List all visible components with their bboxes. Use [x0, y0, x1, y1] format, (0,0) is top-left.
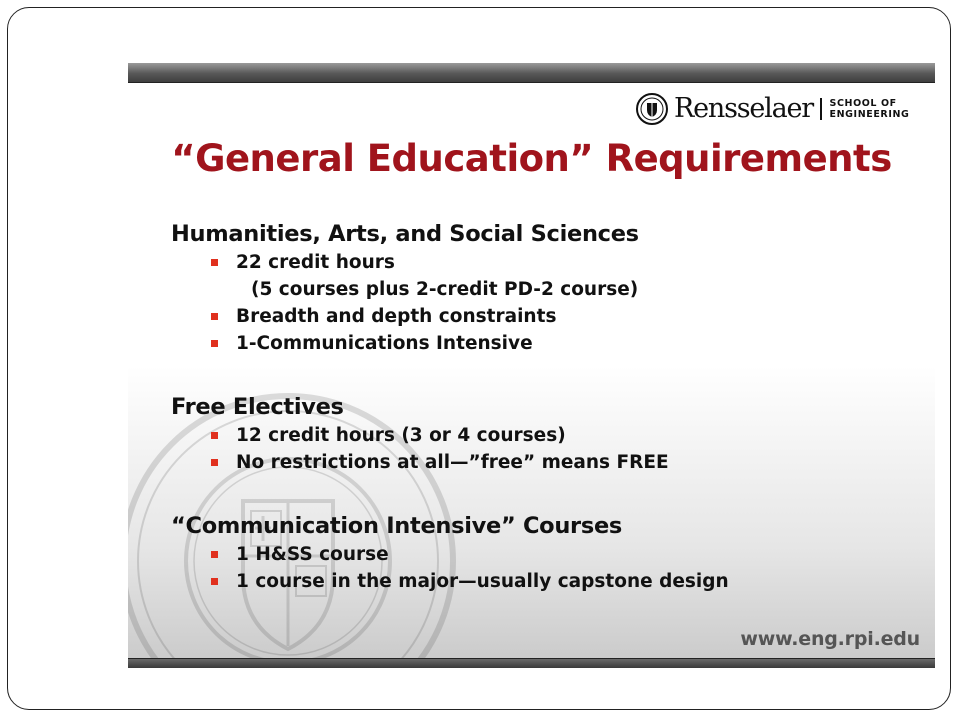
section-hass — [171, 220, 911, 357]
section-heading: Free Electives — [171, 394, 344, 420]
list-item — [171, 568, 911, 595]
section-free-electives — [171, 393, 911, 476]
list-item-subnote: (5 courses plus 2-credit PD-2 course) — [251, 279, 639, 300]
bullet-icon — [211, 432, 218, 439]
seal-icon — [636, 93, 668, 125]
bullet-icon — [211, 459, 218, 466]
section-communication-intensive — [171, 512, 911, 595]
bullet-icon — [211, 551, 218, 558]
slide-content — [171, 220, 911, 595]
list-item-text: 1-Communications Intensive — [236, 333, 533, 354]
logo-school-name — [830, 98, 910, 120]
spacer — [171, 357, 911, 393]
bullet-list — [171, 249, 911, 276]
bottom-bar — [128, 658, 935, 668]
bullet-icon — [211, 259, 218, 266]
list-item — [171, 541, 911, 568]
list-item-text: Breadth and depth constraints — [236, 306, 557, 327]
bullet-list — [171, 541, 911, 595]
list-item-text: 1 H&SS course — [236, 544, 389, 565]
list-item — [171, 449, 911, 476]
list-item — [171, 249, 911, 276]
bullet-icon — [211, 578, 218, 585]
rensselaer-logo — [636, 89, 909, 129]
list-item-text: 22 credit hours — [236, 252, 395, 273]
website-url: www.eng.rpi.edu — [740, 628, 920, 650]
list-item — [171, 330, 911, 357]
list-item-text: 12 credit hours (3 or 4 courses) — [236, 425, 566, 446]
bullet-icon — [211, 313, 218, 320]
logo-school-line2: ENGINEERING — [829, 109, 910, 120]
bullet-list — [171, 303, 911, 357]
top-bar — [128, 63, 935, 83]
logo-divider — [820, 98, 822, 120]
list-item-text: 1 course in the major—usually capstone design — [236, 571, 729, 592]
list-item — [171, 422, 911, 449]
list-item — [171, 303, 911, 330]
logo-wordmark: Rensselaer — [674, 93, 814, 124]
section-heading: “Communication Intensive” Courses — [171, 513, 622, 539]
section-heading: Humanities, Arts, and Social Sciences — [171, 221, 639, 247]
slide — [128, 63, 935, 668]
logo-school-line1: SCHOOL OF — [829, 98, 897, 109]
list-item-text: No restrictions at all—”free” means FREE — [236, 452, 669, 473]
bullet-list — [171, 422, 911, 476]
slide-title: “General Education” Requirements — [171, 137, 892, 180]
spacer — [171, 476, 911, 512]
bullet-icon — [211, 340, 218, 347]
